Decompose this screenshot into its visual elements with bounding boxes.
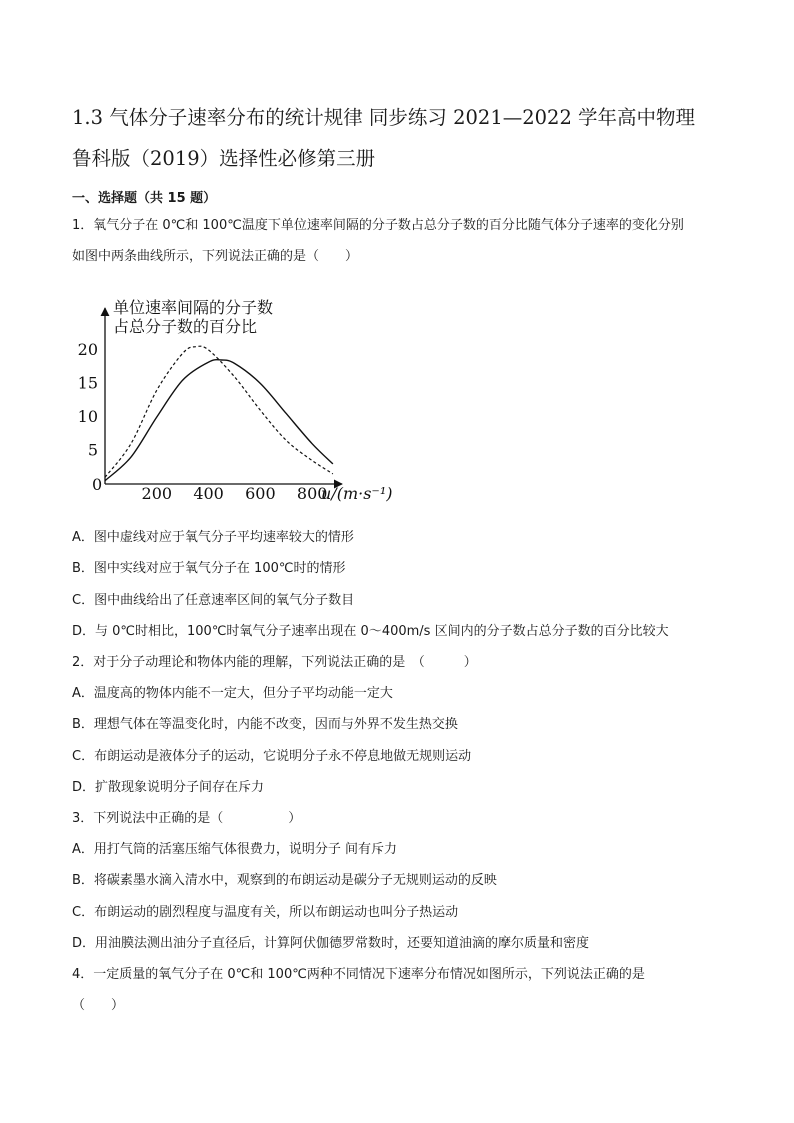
page-title-line-1: 1.3 气体分子速率分布的统计规律 同步练习 2021—2022 学年高中物理	[72, 106, 696, 129]
q3-option-d[interactable]: D．用油膜法测出油分子直径后，计算阿伏伽德罗常数时，还要知道油滴的摩尔质量和密度	[72, 936, 590, 951]
solid-curve	[105, 360, 333, 481]
q3-option-a[interactable]: A．用打气筒的活塞压缩气体很费力，说明分子 间有斥力	[72, 842, 398, 857]
q1-option-b[interactable]: B．图中实线对应于氧气分子在 100℃时的情形	[72, 561, 346, 576]
y-tick-label: 15	[77, 373, 98, 393]
q2-stem: 2．对于分子动理论和物体内能的理解，下列说法正确的是 （ ）	[72, 655, 477, 670]
q1-option-a[interactable]: A．图中虚线对应于氧气分子平均速率较大的情形	[72, 530, 354, 545]
x-tick-label: 600	[245, 484, 276, 503]
q2-option-a[interactable]: A．温度高的物体内能不一定大，但分子平均动能一定大	[72, 686, 393, 701]
q1-option-d[interactable]: D．与 0℃时相比，100℃时氧气分子速率出现在 0～400m/s 区间内的分子数占总分子数的百分比较大	[72, 624, 669, 639]
q1-option-c[interactable]: C．图中曲线给出了任意速率区间的氧气分子数目	[72, 593, 355, 608]
x-tick-label: 200	[141, 484, 173, 503]
q2-option-b[interactable]: B．理想气体在等温变化时，内能不改变，因而与外界不发生热交换	[72, 717, 458, 732]
page-title-line-2: 鲁科版（2019）选择性必修第三册	[72, 147, 376, 170]
q2-option-d[interactable]: D．扩散现象说明分子间存在斥力	[72, 780, 265, 795]
q4-stem-line-1: 4．一定质量的氧气分子在 0℃和 100℃两种不同情况下速率分布情况如图所示，下列说法正确的是	[72, 967, 645, 982]
y-axis-label-line-1: 单位速率间隔的分子数	[113, 298, 274, 317]
x-tick-label: 400	[193, 484, 224, 503]
q1-stem-line-2: 如图中两条曲线所示，下列说法正确的是（ ）	[72, 249, 359, 264]
q3-option-b[interactable]: B．将碳素墨水滴入清水中，观察到的布朗运动是碳分子无规则运动的反映	[72, 873, 497, 888]
y-tick-label: 20	[77, 340, 98, 359]
origin-label: 0	[92, 475, 103, 494]
q4-stem-line-2: （ ）	[72, 998, 125, 1013]
y-tick-label: 10	[77, 407, 98, 426]
dashed-curve	[105, 346, 333, 477]
q3-option-c[interactable]: C．布朗运动的剧烈程度与温度有关，所以布朗运动也叫分子热运动	[72, 905, 459, 920]
q2-option-c[interactable]: C．布朗运动是液体分子的运动，它说明分子永不停息地做无规则运动	[72, 749, 472, 764]
x-axis-label: u/(m·s⁻¹)	[321, 484, 393, 503]
speed-distribution-chart	[77, 290, 420, 510]
q1-stem-line-1: 1．氧气分子在 0℃和 100℃温度下单位速率间隔的分子数占总分子数的百分比随气体分子速率的变化分别	[72, 218, 684, 233]
y-axis-label-line-2: 占总分子数的百分比	[113, 317, 258, 336]
y-tick-label: 5	[87, 440, 98, 460]
q3-stem: 3．下列说法中正确的是（ ）	[72, 811, 302, 826]
section-heading: 一、选择题（共 15 题）	[72, 191, 217, 206]
x-tick-label: 800	[296, 484, 328, 503]
